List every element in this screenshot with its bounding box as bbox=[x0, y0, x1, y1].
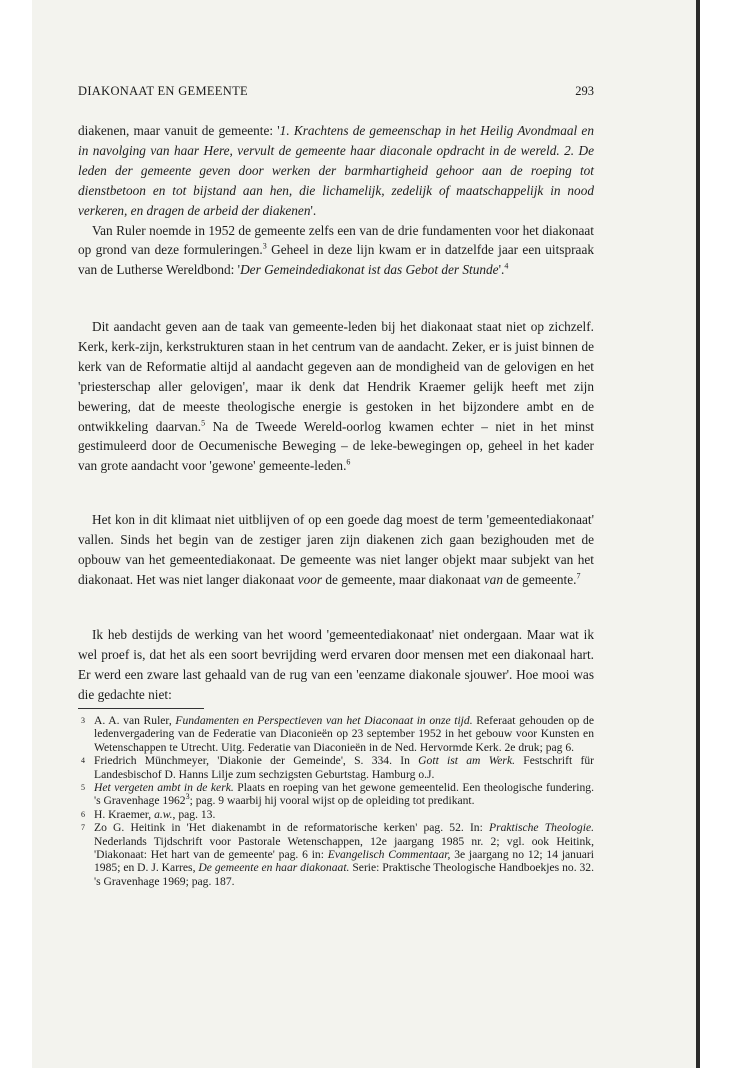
text-run: Na de Tweede Wereld-oorlog kwamen echter – niet in het minst gestimuleerd door de Oecumenische Beweging – de leke-bewegingen op, geheel in het kader van grote aandacht voor 'gewone' gemeente-leden. bbox=[78, 418, 595, 474]
page-number: 293 bbox=[575, 84, 594, 98]
journal-title: Evangelisch Commentaar, bbox=[327, 848, 451, 862]
paragraph-3 bbox=[78, 510, 594, 590]
quote-italic: 1. Krachtens de gemeenschap in het Heilig Avondmaal en in navolging van haar Here, vervult de gemeente haar diaconale opdracht in de wereld. 2. De leden der gemeente geven door werken der barmhartigheid gehoor aan de roeping tot dienstbetoon en tot bijstand aan hen, die lichamelijk, zedelijk of maatschappelijk in nood verkeren, en dragen de arbeid der diakenen bbox=[78, 123, 594, 218]
footnote-ref[interactable]: 7 bbox=[576, 571, 581, 581]
footnote-ref[interactable]: 6 bbox=[346, 457, 351, 467]
book-title: Het vergeten ambt in de kerk. bbox=[94, 781, 234, 795]
book-title: De gemeente en haar diakonaat. bbox=[198, 861, 350, 875]
text-run: diakenen, maar vanuit de gemeente: ' bbox=[78, 123, 280, 138]
footnote-number: 4 bbox=[81, 756, 85, 766]
footnote-divider bbox=[78, 708, 204, 709]
page-edge-shadow bbox=[696, 0, 700, 1068]
text-run: Geheel in deze lijn kwam er in datzelfde jaar een uitspraak van de Lutherse Wereldbond: ' bbox=[78, 242, 594, 278]
footnote-ref[interactable]: 5 bbox=[201, 418, 206, 428]
paragraph-2 bbox=[78, 317, 594, 476]
running-header bbox=[78, 84, 594, 100]
edition-sup: 3 bbox=[185, 792, 190, 802]
footnote-7: 7 Zo G. Heitink in 'Het diakenambt in de reformatorische kerken' pag. 52. In: Praktische Theologie. Nederlands Tijdschrift voor Pastorale Wetenschappen, 12e jaargang 1985 nr. 2; vgl. ook Heitink, 'Diakonaat: Het hart van de gemeente' pag. 6 in: Evangelisch Commentaar, 3e jaargang no 12; 14 januari 1985; en D. J. Karres, De gemeente en haar diakonaat. Serie: Praktische Theologische Handboekjes no. 32. 's Gravenhage 1969; pag. 187. bbox=[81, 821, 595, 888]
footnotes bbox=[78, 714, 594, 888]
text-run: de gemeente, maar diakonaat bbox=[322, 571, 484, 587]
text-run: '. bbox=[310, 202, 317, 218]
abbrev-italic: a.w. bbox=[154, 807, 173, 821]
footnote-number: 7 bbox=[81, 823, 85, 833]
running-title: DIAKONAAT EN GEMEENTE bbox=[78, 84, 248, 98]
emphasis-voor: voor bbox=[297, 571, 323, 587]
text-run: Dit aandacht geven aan de taak van gemeente-leden bij het diakonaat staat niet op zichzelf. Kerk, kerk-zijn, kerkstrukturen staan in het centrum van de aandacht. Zeker, er is juist binnen de kerk van de Reformatie altijd al aandacht gegeven aan de mondigheid van de gelovigen en het 'priesterschap aller gelovigen', maar ik denk dat Hendrik Kraemer gelijk heeft met zijn bewering, dat de meeste theologische energie is gestoken in het bijzondere ambt en de ontwikkeling daarvan. bbox=[78, 319, 594, 434]
text-run: '. bbox=[498, 262, 505, 278]
text-run: Van Ruler noemde in 1952 de gemeente zelfs een van de drie fundamenten voor het diakonaat op grond van deze formuleringen. bbox=[78, 222, 594, 258]
footnote-5: 5 Het vergeten ambt in de kerk. Plaats en roeping van het gewone gemeentelid. Een theologische fundering. 's Gravenhage 1962$^3$; pag. 9 waarbij hij vooral wijst op de opleiding tot predikant. bbox=[81, 781, 594, 808]
footnote-number: 6 bbox=[81, 809, 85, 819]
footnote-6: 6 H. Kraemer, a.w., pag. 13. bbox=[81, 807, 216, 821]
text-run: Het kon in dit klimaat niet uitblijven of op een goede dag moest de term 'gemeentediakonaat' vallen. Sinds het begin van de zestiger jaren zijn diakenen zich gaan bezighouden met de opbouw van het gemeentediakonaat. De gemeente was niet langer objekt maar subjekt van het diakonaat. Het was niet langer diakonaat bbox=[78, 512, 594, 587]
footnote-ref[interactable]: 3 bbox=[262, 242, 267, 252]
text-run: de gemeente. bbox=[502, 571, 577, 587]
journal-title: Praktische Theologie. bbox=[488, 821, 594, 835]
footnote-3: 3 A. A. van Ruler, Fundamenten en Perspectieven van het Diaconaat in onze tijd. Referaat gehouden op de ledenvergadering van de Federatie van Diaconieën op 23 september 1952 in het gebouw voor Kunsten en Wetenschappen te Utrecht. Uitg. Federatie van Diaconieën in de Ned. Hervormde Kerk. 2e druk; pag 6. bbox=[81, 714, 594, 754]
emphasis-van: van bbox=[483, 571, 503, 587]
footnote-number: 3 bbox=[81, 716, 85, 725]
book-title: Gott ist am Werk. bbox=[418, 754, 515, 768]
footnote-4: 4 Friedrich Münchmeyer, 'Diakonie der Gemeinde', S. 334. In Gott ist am Werk. Festschrift für Landesbischof D. Hanns Lilje zum sechzigsten Geburtstag. Hamburg o.J. bbox=[81, 754, 594, 781]
footnote-number: 5 bbox=[81, 783, 85, 793]
footnote-ref[interactable]: 4 bbox=[504, 261, 509, 271]
paragraph-1 bbox=[78, 121, 594, 280]
paragraph-4 bbox=[78, 625, 594, 705]
quote-italic: Der Gemeindediakonat ist das Gebot der Stunde bbox=[240, 262, 499, 278]
book-title: Fundamenten en Perspectieven van het Diaconaat in onze tijd. bbox=[175, 714, 473, 727]
text-run: Ik heb destijds de werking van het woord 'gemeentediakonaat' niet ondergaan. Maar wat ik wel proef is, dat het als een soort bevrijding werd ervaren door mensen met een diakonaal hart. Er werd een zware last gehaald van de rug van een 'eenzame diakonale sjouwer'. Hoe mooi was die gedachte niet: bbox=[78, 627, 594, 702]
